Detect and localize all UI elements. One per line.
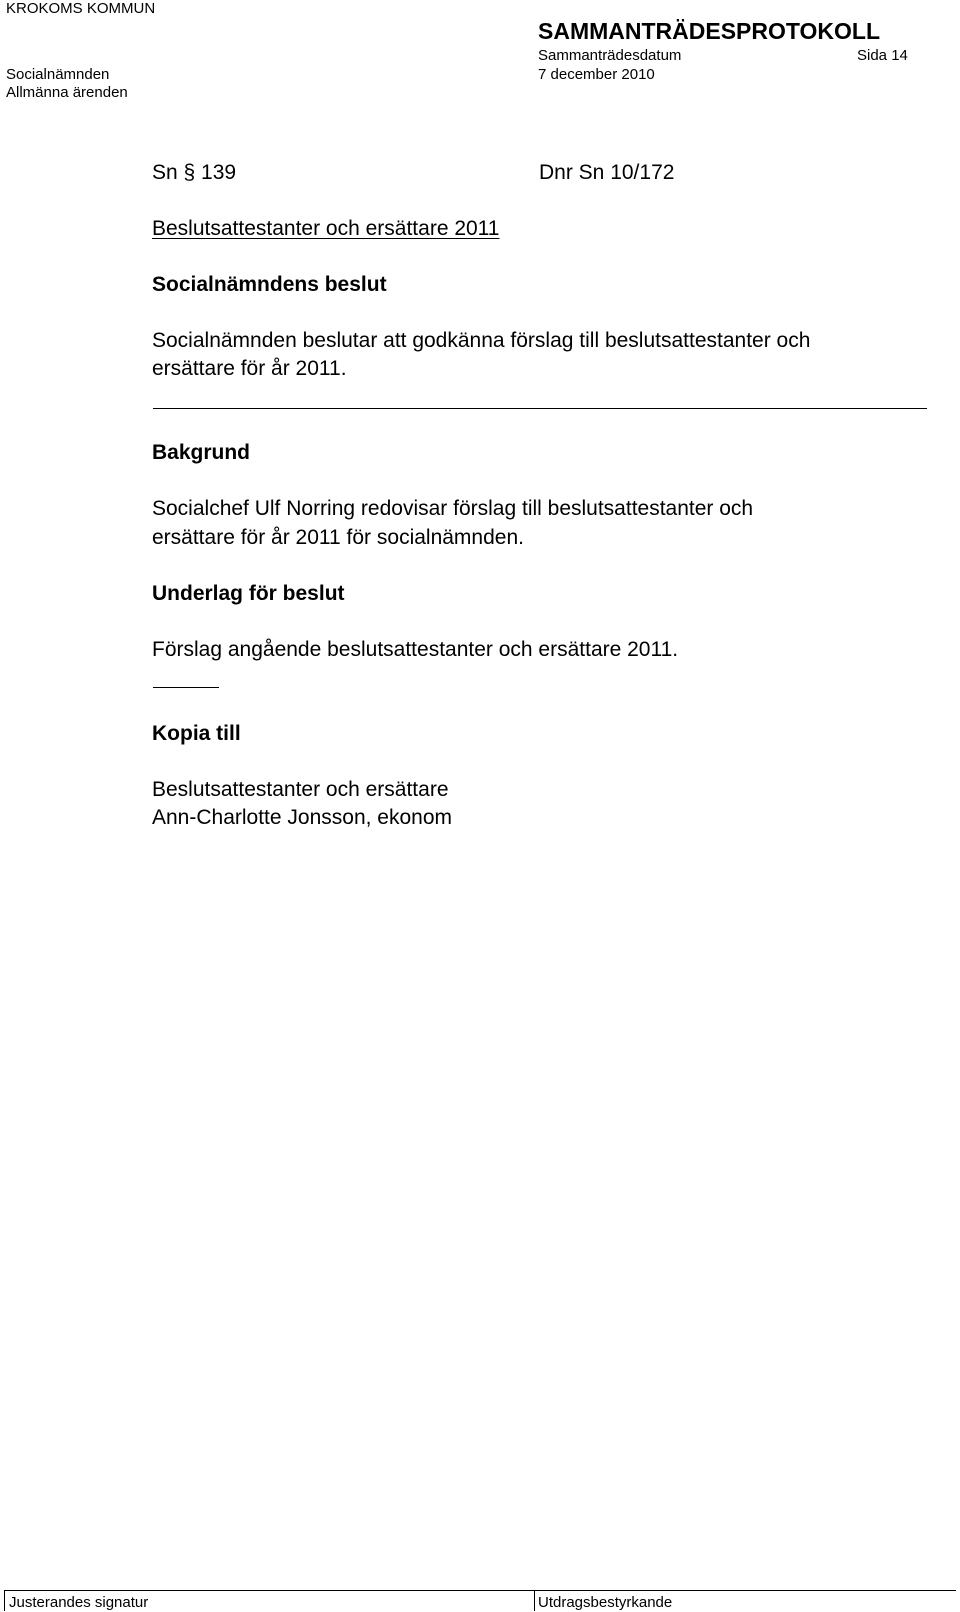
extract-certification-label: Utdragsbestyrkande <box>538 1594 673 1611</box>
decision-line-1: Socialnämnden beslutar att godkänna förslag till beslutsattestanter och <box>152 329 811 352</box>
separator-line <box>153 408 927 409</box>
organization-name: KROKOMS KOMMUN <box>6 0 156 17</box>
meeting-date-label: Sammanträdesdatum <box>538 47 682 64</box>
decision-heading: Socialnämndens beslut <box>152 273 387 296</box>
copy-recipient: Ann-Charlotte Jonsson, ekonom <box>152 806 452 829</box>
background-heading: Bakgrund <box>152 441 251 464</box>
adjusters-signature-label: Justerandes signatur <box>9 1594 149 1611</box>
diary-number: Dnr Sn 10/172 <box>539 161 675 184</box>
short-separator-line <box>153 687 219 688</box>
footer-divider <box>534 1590 535 1611</box>
decision-line-2: ersättare för år 2011. <box>152 357 347 380</box>
document-type-title: SAMMANTRÄDESPROTOKOLL <box>538 18 881 44</box>
item-title: Beslutsattestanter och ersättare 2011 <box>152 217 500 240</box>
committee-name: Socialnämnden <box>6 66 110 83</box>
copy-recipient: Beslutsattestanter och ersättare <box>152 778 449 801</box>
footer-divider <box>4 1590 5 1611</box>
background-line-2: ersättare för år 2011 för socialnämnden. <box>152 526 524 549</box>
basis-text: Förslag angående beslutsattestanter och ersättare 2011. <box>152 638 679 661</box>
meeting-date: 7 december 2010 <box>538 66 655 83</box>
basis-heading: Underlag för beslut <box>152 582 345 605</box>
background-line-1: Socialchef Ulf Norring redovisar förslag till beslutsattestanter och <box>152 497 754 520</box>
section-name: Allmänna ärenden <box>6 84 128 101</box>
copy-to-heading: Kopia till <box>152 722 241 745</box>
page-number: Sida 14 <box>857 47 908 64</box>
item-number: Sn § 139 <box>152 161 237 184</box>
